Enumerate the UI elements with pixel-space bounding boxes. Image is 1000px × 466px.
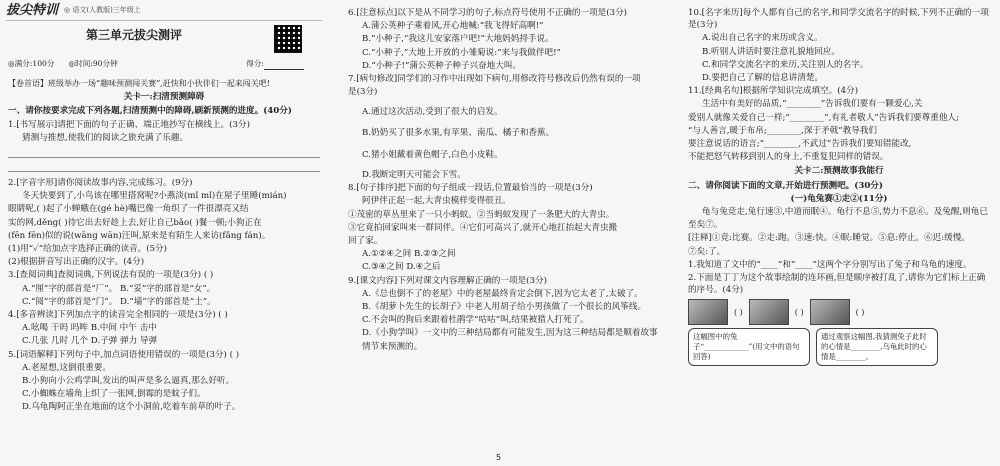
column-middle bbox=[340, 0, 670, 466]
option-line: C.猪小姐戴着黄色帽子,白色小皮鞋。 bbox=[362, 149, 503, 160]
order-blank[interactable]: ( ) bbox=[855, 307, 865, 317]
sentence-line: ③它竟拍回家叫来一群同伴。④它们可高兴了,就开心地扛抬起大青虫搬 bbox=[348, 222, 618, 233]
question-2: 2.[字音字形]请你阅读故事内容,完成练习。(9分) bbox=[8, 177, 193, 188]
score-field[interactable] bbox=[264, 60, 304, 70]
answer-line[interactable] bbox=[8, 163, 320, 172]
pass-title: 关卡一:扫清预测障碍 bbox=[123, 92, 205, 103]
comic-panel bbox=[749, 299, 789, 325]
option-line: D.要把自己了解的信息讲清楚。 bbox=[702, 73, 824, 84]
bubble-left: 这幅图中的兔子“____________”(用文中的语句回答) bbox=[688, 328, 810, 366]
full-score: ◎满分:100分 bbox=[8, 59, 55, 68]
bubble-right: 通过观察这幅图,我猜测兔子此时的心情是________,乌龟此时的心情是________。 bbox=[816, 328, 938, 366]
question-1: 1.[书写展示]请把下面的句子正确、端正地抄写在横线上。(3分) bbox=[8, 119, 250, 130]
passage-line: 实的网,děng( )待它出去好趁上去,好让自己bǎo( )餐一顿;小狗正在 bbox=[8, 217, 262, 228]
fill-line: 不能把怒气转移到别人的身上,不重复犯同样的错误。 bbox=[688, 152, 889, 163]
fill-line: “与人善言,暖于布帛;________,深于矛戟”教导我们 bbox=[688, 125, 878, 136]
question-5: 5.[词语解释]下列句子中,加点词语使用错误的一项是(3分) ( ) bbox=[8, 349, 240, 360]
question-2: 2.下面是丁丁为这个故事绘制的连环画,但是顺序被打乱了,请你为它们标上正确的序号。(4分) bbox=[688, 273, 986, 296]
unit-title: 第三单元拔尖测评 bbox=[85, 28, 182, 42]
option-line: C.不会叫的狗后来跟着杜鹃学“咕咕”叫,结果被猎人打死了。 bbox=[362, 315, 589, 326]
notes-line: [注释]①竞:比赛。②走:跑。③速:快。④眠:睡觉。⑤息:停止。⑥迟:缓慢。 bbox=[688, 233, 970, 244]
option-line: D.《小狗学叫》一文中的三种结局都有可能发生,因为这三种结局都是顺着故事 bbox=[362, 328, 658, 339]
brand-bar bbox=[6, 2, 322, 21]
option-line: B.听别人讲话时要注意礼貌地回应。 bbox=[702, 46, 840, 57]
bubble-row bbox=[688, 328, 990, 366]
title-area bbox=[6, 23, 322, 59]
section-heading: 二、请你阅读下面的文章,开始进行预测吧。(30分) bbox=[688, 180, 883, 191]
passage-line: 冬天快要到了,小鸟该在哪里搭窝呢?小燕淡(mǐ mǐ)在屋子里睡(mián) bbox=[22, 191, 287, 202]
option-line: A.老屋想,这倒很重要。 bbox=[22, 362, 112, 373]
notes-line: ⑦矣:了。 bbox=[688, 246, 726, 257]
copy-sentence: 猜测与推想,使我们的阅读之旅充满了乐趣。 bbox=[22, 132, 189, 143]
question-8: 8.[句子排序]把下面的句子组成一段话,位置最恰当的一项是(3分) bbox=[348, 183, 593, 194]
option-line: B.小狗向小公鸡学叫,发出的叫声是多么逼真,那么好听。 bbox=[22, 376, 235, 386]
option-line: A.蒲公英种子乘着风,开心地喊:“我飞得好高啊!” bbox=[362, 21, 544, 32]
question-6: 6.[注意标点]以下是从不同学习的句子,标点符号使用不正确的一项是(3分) bbox=[348, 8, 628, 18]
passage-title: (一)龟兔赛①走②(11分) bbox=[790, 193, 888, 204]
question-1: 1.我知道了文中的“____”和“____”这两个字分别写出了兔子和乌龟的速度。 bbox=[688, 259, 972, 270]
column-right bbox=[680, 0, 998, 466]
order-blank[interactable]: ( ) bbox=[794, 307, 804, 317]
brand-subtitle: ◎ 语文(人教版)三年级上 bbox=[64, 6, 141, 15]
option-line: C.几张 几时 几个 D.子弹 弹力 导弹 bbox=[22, 336, 158, 347]
option-line: C.“阅”字的部首是“门”。 D.“墙”字的部首是“土”。 bbox=[22, 296, 216, 307]
question-10: 10.[名字来历]每个人都有自己的名字,和同学交流名字的时候,下列不正确的一项是(3分) bbox=[688, 8, 989, 31]
option-line: A.吆喝 干吗 吗哞 B.中间 中午 击中 bbox=[22, 323, 157, 334]
option-line: A.①②④之间 B.②③之间 bbox=[362, 249, 456, 260]
order-blank[interactable]: ( ) bbox=[734, 307, 743, 317]
option-line: A.《总也倒不了的老屋》中的老屋最终肯定会倒下,因为它太老了,太破了。 bbox=[362, 288, 643, 299]
question-11: 11.[经典名句]根据所学知识完成填空。(4分) bbox=[688, 86, 859, 97]
fill-line: 要注意说话的语言;“________,不武过”告诉我们要知错能改, bbox=[688, 139, 912, 150]
qr-code-icon bbox=[274, 25, 302, 53]
passage-line: 龟与兔竞走,兔行速③,中道而眠④。龟行不息⑤,势力不息⑥。及兔醒,则龟已 bbox=[702, 207, 988, 218]
option-line: D.“小种子!”蒲公英种子种子兴奋地大叫。 bbox=[362, 60, 522, 71]
option-line: B.《胡萝卜先生的长胡子》中老人用胡子给小男孩做了一个很长的风筝线。 bbox=[362, 302, 647, 313]
fill-line: 爱别人就像关爱自己一样;“________”,有礼者敬人”告诉我们要尊重他人; bbox=[688, 112, 959, 123]
question-9: 9.[课文内容]下列对课文内容理解正确的一项是(3分) bbox=[348, 275, 547, 286]
sentence-line: 阿伊伴正起一起,大青虫模样变得很丑。 bbox=[362, 196, 511, 207]
option-line: D.乌龟陶阿正坐在地面的这个小洞前,吃着车前草的叶子。 bbox=[22, 402, 241, 413]
exam-meta bbox=[8, 59, 320, 70]
passage-line: 至矣⑦。 bbox=[688, 220, 723, 231]
answer-line[interactable] bbox=[8, 149, 320, 158]
pass-title: 关卡二:预测故事我能行 bbox=[794, 166, 884, 177]
comic-strip bbox=[688, 299, 990, 325]
option-line: B.“小种子,”我这儿安家落户吧!”大地妈妈捋手说。 bbox=[362, 34, 554, 45]
passage-line: 眼睛呢,( )起了小蝉蛾在(gé hè)嘴巴像一角织了一件很漂亮又结 bbox=[8, 204, 249, 215]
fill-line: 生活中有美好的品质,“________”告诉我们要有一颗爱心,关 bbox=[702, 99, 923, 110]
brand-logo: 拔尖特训 bbox=[6, 2, 59, 18]
option-line: C.③④之间 D.④之后 bbox=[362, 262, 441, 273]
question-7: 7.[病句修改]同学们的习作中出现如下病句,用修改符号修改后仍然有误的一项 bbox=[348, 74, 641, 85]
page-number: 5 bbox=[496, 453, 502, 462]
option-line: A.说出自己名字的来历或含义。 bbox=[702, 33, 823, 44]
foreword: 【卷首语】班级举办一场“趣味预测闯关赛”,赶快和小伙伴们一起来闯关吧! bbox=[8, 78, 270, 88]
option-line: 情节来预测的。 bbox=[362, 341, 423, 352]
comic-panel bbox=[688, 299, 728, 325]
option-line: C.小蜘蛛在墙角上织了一张网,倒霉的是蚊子们。 bbox=[22, 389, 206, 400]
score-label: 得分: bbox=[246, 59, 264, 68]
option-line: B.奶奶买了很多水果,有苹果、南瓜、橘子和香蕉。 bbox=[362, 127, 555, 138]
option-line: C.和同学交流名字的来历,关注别人的名字。 bbox=[702, 59, 869, 70]
option-line: C.“小种子,”大地上开放的小雏菊说:“来与我做伴吧!” bbox=[362, 47, 561, 58]
sentence-line: ①茂密的草丛里来了一只小蚂蚁。②当蚂蚁发现了一条肥大的大青虫。 bbox=[348, 209, 615, 220]
time-limit: ◎时间:90分钟 bbox=[68, 59, 118, 68]
question-7-cont: 是(3分) bbox=[348, 87, 378, 98]
sub-question: (1)用“✓”给加点字选择正确的读音。(5分) bbox=[8, 243, 167, 254]
question-3: 3.[查阅词典]查阅词典,下列说法有误的一项是(3分) ( ) bbox=[8, 270, 214, 281]
passage-line: (fēn fēn)似的说(wāng wān)汪叫,原来是有陌生人来访(fǎng fán)。 bbox=[8, 230, 271, 241]
option-line: A.通过这次活动,受到了很大的启发。 bbox=[362, 107, 503, 118]
option-line: A.“厘”字的部首是“厂”。 B.“妥”字的部首是“女”。 bbox=[22, 283, 216, 294]
option-line: D.我断定明天可能会下雪。 bbox=[362, 170, 466, 181]
question-4: 4.[多音辨读]下列加点字的读音完全相同的一项是(3分) ( ) bbox=[8, 309, 228, 320]
column-left bbox=[0, 0, 328, 466]
sentence-line: 回了家。 bbox=[348, 236, 383, 247]
comic-panel bbox=[810, 299, 850, 325]
section-heading: 一、请你按要求完成下列各题,扫清预测中的障碍,刷新预测的进度。(40分) bbox=[8, 106, 292, 117]
sub-question: (2)根据拼音写出正确的汉字。(4分) bbox=[8, 257, 145, 268]
